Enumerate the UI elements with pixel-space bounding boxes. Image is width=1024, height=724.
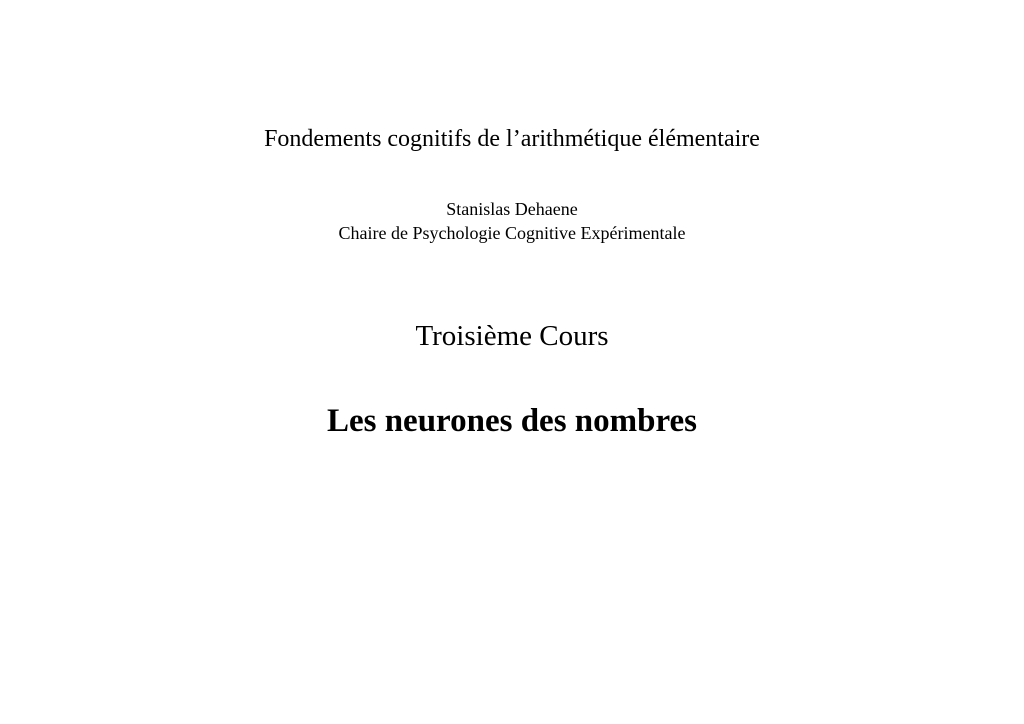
lecture-title: Les neurones des nombres	[326, 403, 698, 439]
course-series-title: Fondements cognitifs de l’arithmétique élémentaire	[264, 126, 760, 152]
author-name: Stanislas Dehaene	[446, 199, 578, 219]
chair-name: Chaire de Psychologie Cognitive Expérimentale	[338, 223, 686, 243]
lecture-number: Troisième Cours	[415, 320, 609, 352]
